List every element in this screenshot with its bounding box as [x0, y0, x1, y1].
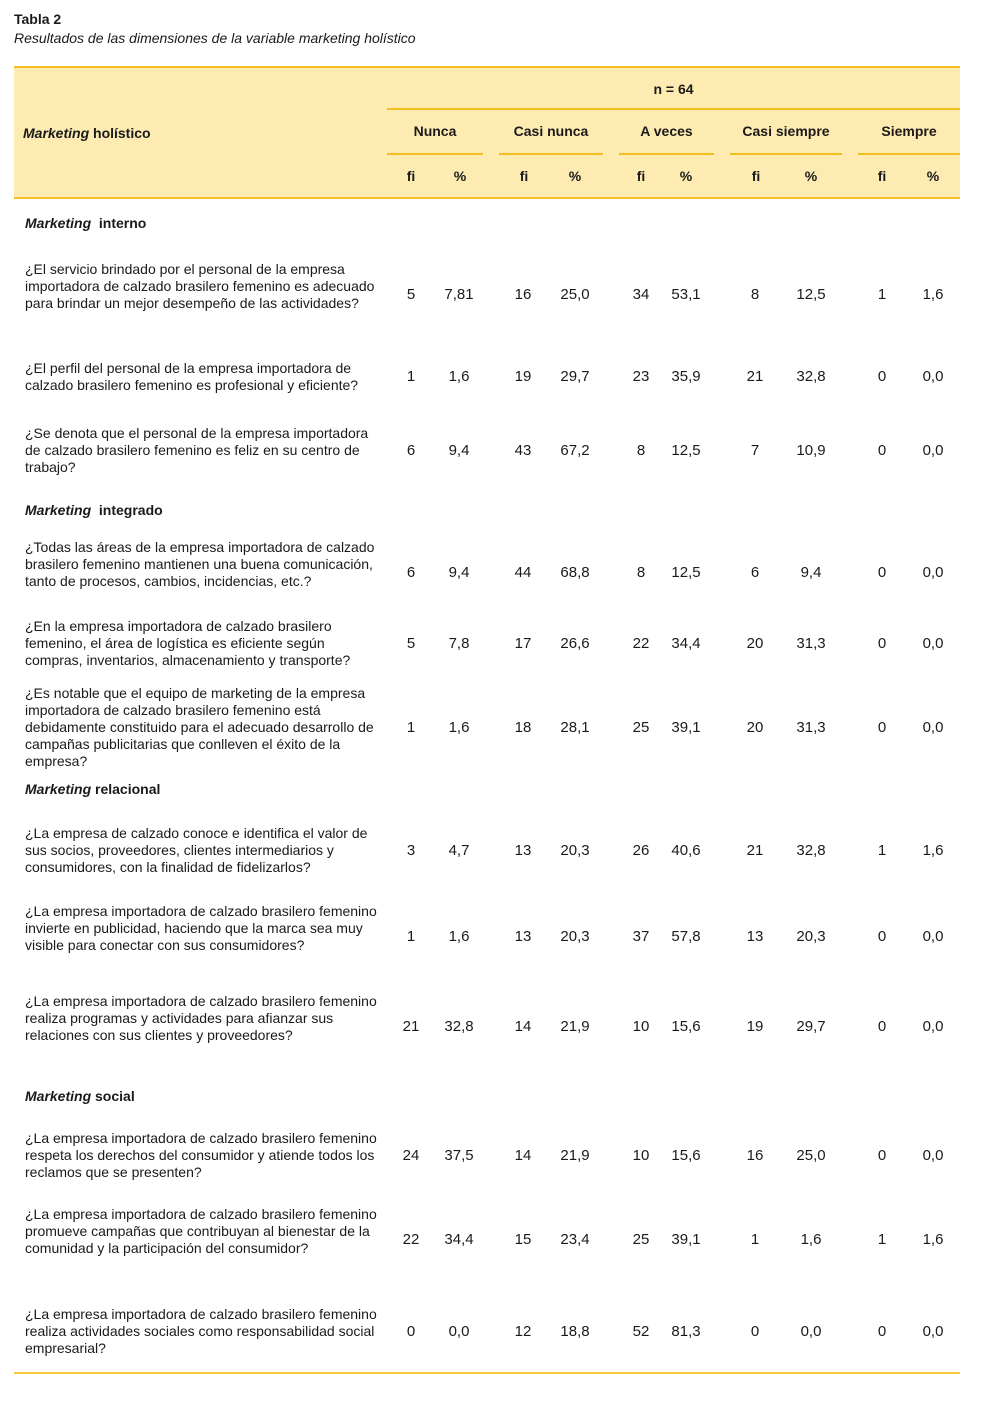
- frequency-cell: 7: [750, 441, 760, 459]
- frequency-cell: 1: [406, 368, 416, 385]
- subheader-pct: %: [453, 168, 467, 184]
- group-underline: [499, 153, 603, 155]
- question-text: ¿Es notable que el equipo de marketing de la empresa importadora de calzado brasilero femenino está debidamente constituido para el adecuado desarrollo de campañas publicitarias que conlleven el éxito de la empresa?: [25, 685, 374, 769]
- frequency-cell: 22: [402, 1231, 420, 1248]
- percent-cell: 18,8: [560, 1322, 590, 1340]
- frequency-cell: 34: [632, 286, 650, 303]
- frequency-cell: 17: [514, 634, 532, 652]
- percent-cell: 68,8: [560, 564, 590, 581]
- percent-cell: 81,3: [671, 1322, 701, 1340]
- frequency-cell: 8: [750, 286, 760, 303]
- frequency-cell: 0: [877, 564, 887, 581]
- question-text: ¿En la empresa importadora de calzado brasilero femenino, el área de logística es eficiente según compras, inventarios, almacenamiento y transporte?: [25, 618, 351, 668]
- frequency-cell: 8: [636, 564, 646, 581]
- percent-cell: 29,7: [560, 368, 590, 385]
- frequency-cell: 24: [402, 1146, 420, 1164]
- percent-cell: 39,1: [671, 1231, 701, 1248]
- frequency-cell: 13: [514, 928, 532, 945]
- frequency-cell: 0: [877, 441, 887, 459]
- percent-cell: 0,0: [922, 928, 944, 945]
- frequency-cell: 0: [877, 634, 887, 652]
- percent-cell: 0,0: [922, 1146, 944, 1164]
- subheader-pct: %: [926, 168, 940, 184]
- question-text: ¿Todas las áreas de la empresa importadora de calzado brasilero femenino mantienen una buena comunicación, tanto de procesos, cambios, incidencias, etc.?: [25, 539, 375, 589]
- percent-cell: 12,5: [796, 286, 826, 303]
- percent-cell: 7,81: [444, 286, 474, 303]
- percent-cell: 57,8: [671, 928, 701, 945]
- section-title-rest: relacional: [91, 781, 161, 797]
- frequency-cell: 14: [514, 1146, 532, 1164]
- percent-cell: 35,9: [671, 368, 701, 385]
- frequency-cell: 1: [750, 1231, 760, 1248]
- percent-cell: 34,4: [671, 634, 701, 652]
- percent-cell: 1,6: [922, 1231, 944, 1248]
- frequency-cell: 18: [514, 718, 532, 736]
- percent-cell: 12,5: [671, 564, 701, 581]
- frequency-cell: 13: [746, 928, 764, 945]
- percent-cell: 32,8: [444, 1018, 474, 1035]
- subheader-fi: fi: [519, 168, 529, 184]
- group-underline: [730, 153, 842, 155]
- frequency-cell: 25: [632, 1231, 650, 1248]
- percent-cell: 0,0: [922, 634, 944, 652]
- frequency-cell: 10: [632, 1146, 650, 1164]
- table-number: Tabla 2: [14, 11, 62, 27]
- group-header-a-veces: A veces: [640, 123, 693, 139]
- frequency-cell: 0: [750, 1322, 760, 1340]
- sample-size-label: n = 64: [653, 81, 694, 97]
- frequency-cell: 1: [406, 718, 416, 736]
- header-title: [23, 125, 151, 141]
- frequency-cell: 6: [750, 564, 760, 581]
- frequency-cell: 1: [877, 286, 887, 303]
- percent-cell: 26,6: [560, 634, 590, 652]
- question-text: ¿La empresa importadora de calzado brasilero femenino realiza programas y actividades para afianzar sus relaciones con sus clientes y proveedores?: [25, 993, 377, 1043]
- subheader-fi: fi: [751, 168, 761, 184]
- percent-cell: 20,3: [560, 841, 590, 859]
- table-title: Resultados de las dimensiones de la variable marketing holístico: [14, 30, 416, 46]
- subheader-fi: fi: [636, 168, 646, 184]
- table-header: [14, 66, 960, 199]
- percent-cell: 0,0: [922, 368, 944, 385]
- percent-cell: 7,8: [448, 634, 470, 652]
- percent-cell: 9,4: [448, 564, 470, 581]
- group-header-casi-nunca: Casi nunca: [513, 123, 589, 139]
- frequency-cell: 26: [632, 841, 650, 859]
- percent-cell: 29,7: [796, 1018, 826, 1035]
- percent-cell: 15,6: [671, 1146, 701, 1164]
- frequency-cell: 6: [406, 564, 416, 581]
- frequency-cell: 22: [632, 634, 650, 652]
- subheader-pct: %: [568, 168, 582, 184]
- percent-cell: 1,6: [800, 1231, 822, 1248]
- frequency-cell: 16: [514, 286, 532, 303]
- group-header-siempre: Siempre: [881, 123, 937, 139]
- frequency-cell: 0: [877, 1018, 887, 1035]
- percent-cell: 0,0: [922, 1322, 944, 1340]
- percent-cell: 4,7: [448, 841, 470, 859]
- frequency-cell: 20: [746, 718, 764, 736]
- frequency-cell: 1: [877, 1231, 887, 1248]
- question-text: ¿La empresa de calzado conoce e identifica el valor de sus socios, proveedores, clientes intermediarios y consumidores, con la finalidad de fidelizarlos?: [25, 825, 368, 875]
- percent-cell: 67,2: [560, 441, 590, 459]
- section-title-rest: social: [91, 1088, 135, 1104]
- frequency-cell: 0: [877, 718, 887, 736]
- percent-cell: 1,6: [922, 286, 944, 303]
- frequency-cell: 0: [877, 1322, 887, 1340]
- percent-cell: 12,5: [671, 441, 701, 459]
- frequency-cell: 6: [406, 441, 416, 459]
- question-text: ¿El perfil del personal de la empresa importadora de calzado brasilero femenino es profesional y eficiente?: [25, 360, 359, 393]
- frequency-cell: 44: [514, 564, 532, 581]
- section-title: [25, 215, 146, 231]
- frequency-cell: 23: [632, 368, 650, 385]
- percent-cell: 0,0: [922, 1018, 944, 1035]
- frequency-cell: 15: [514, 1231, 532, 1248]
- question-text: ¿La empresa importadora de calzado brasilero femenino realiza actividades sociales como responsabilidad social empresarial?: [25, 1306, 377, 1356]
- percent-cell: 21,9: [560, 1146, 590, 1164]
- frequency-cell: 52: [632, 1322, 650, 1340]
- percent-cell: 1,6: [448, 718, 470, 736]
- percent-cell: 10,9: [796, 441, 826, 459]
- frequency-cell: 14: [514, 1018, 532, 1035]
- percent-cell: 37,5: [444, 1146, 474, 1164]
- percent-cell: 28,1: [560, 718, 590, 736]
- frequency-cell: 0: [877, 368, 887, 385]
- subheader-pct: %: [804, 168, 818, 184]
- frequency-cell: 8: [636, 441, 646, 459]
- frequency-cell: 25: [632, 718, 650, 736]
- section-title: [25, 781, 160, 797]
- frequency-cell: 1: [877, 841, 887, 859]
- percent-cell: 34,4: [444, 1231, 474, 1248]
- frequency-cell: 10: [632, 1018, 650, 1035]
- header-divider: [387, 108, 960, 110]
- table-bottom-rule: [14, 1372, 960, 1374]
- percent-cell: 1,6: [922, 841, 944, 859]
- percent-cell: 23,4: [560, 1231, 590, 1248]
- frequency-cell: 16: [746, 1146, 764, 1164]
- percent-cell: 0,0: [922, 441, 944, 459]
- group-header-nunca: Nunca: [413, 123, 457, 139]
- frequency-cell: 5: [406, 286, 416, 303]
- frequency-cell: 21: [746, 841, 764, 859]
- question-text: ¿Se denota que el personal de la empresa importadora de calzado brasilero femenino es feliz en su centro de trabajo?: [25, 425, 369, 475]
- section-title-italic: Marketing: [25, 215, 92, 231]
- question-text: ¿El servicio brindado por el personal de la empresa importadora de calzado brasilero femenino es adecuado para brindar un mejor desempeño de las actividades?: [25, 261, 375, 311]
- section-title-italic: Marketing: [25, 502, 92, 518]
- subheader-pct: %: [679, 168, 693, 184]
- group-underline: [387, 153, 483, 155]
- frequency-cell: 20: [746, 634, 764, 652]
- frequency-cell: 43: [514, 441, 532, 459]
- percent-cell: 15,6: [671, 1018, 701, 1035]
- frequency-cell: 1: [406, 928, 416, 945]
- group-underline: [619, 153, 714, 155]
- section-title-italic: Marketing: [25, 1088, 92, 1104]
- question-text: ¿La empresa importadora de calzado brasilero femenino respeta los derechos del consumidor y atiende todos los reclamos que se presenten?: [25, 1130, 377, 1180]
- percent-cell: 40,6: [671, 841, 701, 859]
- frequency-cell: 19: [746, 1018, 764, 1035]
- group-underline: [858, 153, 960, 155]
- percent-cell: 20,3: [796, 928, 826, 945]
- question-text: ¿La empresa importadora de calzado brasilero femenino promueve campañas que contribuyan al bienestar de la comunidad y la participación del consumidor?: [25, 1206, 377, 1256]
- percent-cell: 0,0: [922, 718, 944, 736]
- percent-cell: 39,1: [671, 718, 701, 736]
- frequency-cell: 3: [406, 841, 416, 859]
- percent-cell: 31,3: [796, 718, 826, 736]
- frequency-cell: 13: [514, 841, 532, 859]
- percent-cell: 32,8: [796, 841, 826, 859]
- frequency-cell: 0: [406, 1322, 416, 1340]
- percent-cell: 20,3: [560, 928, 590, 945]
- percent-cell: 0,0: [922, 564, 944, 581]
- percent-cell: 1,6: [448, 368, 470, 385]
- percent-cell: 0,0: [800, 1322, 822, 1340]
- section-title: [25, 502, 163, 518]
- percent-cell: 31,3: [796, 634, 826, 652]
- frequency-cell: 5: [406, 634, 416, 652]
- section-title-rest: interno: [91, 215, 147, 231]
- frequency-cell: 21: [402, 1018, 420, 1035]
- group-header-casi-siempre: Casi siempre: [742, 123, 830, 139]
- percent-cell: 21,9: [560, 1018, 590, 1035]
- frequency-cell: 37: [632, 928, 650, 945]
- frequency-cell: 21: [746, 368, 764, 385]
- section-title-italic: Marketing: [25, 781, 92, 797]
- section-title: [25, 1088, 135, 1104]
- frequency-cell: 12: [514, 1322, 532, 1340]
- percent-cell: 25,0: [560, 286, 590, 303]
- table-caption: [14, 11, 416, 48]
- percent-cell: 53,1: [671, 286, 701, 303]
- subheader-fi: fi: [877, 168, 887, 184]
- percent-cell: 25,0: [796, 1146, 826, 1164]
- section-title-rest: integrado: [91, 502, 163, 518]
- percent-cell: 0,0: [448, 1322, 470, 1340]
- header-title-rest: holístico: [89, 125, 151, 141]
- percent-cell: 9,4: [800, 564, 822, 581]
- subheader-fi: fi: [406, 168, 416, 184]
- question-text: ¿La empresa importadora de calzado brasilero femenino invierte en publicidad, haciendo que la marca sea muy visible para conectar con sus consumidores?: [25, 903, 377, 953]
- percent-cell: 1,6: [448, 928, 470, 945]
- frequency-cell: 0: [877, 928, 887, 945]
- percent-cell: 9,4: [448, 441, 470, 459]
- percent-cell: 32,8: [796, 368, 826, 385]
- frequency-cell: 19: [514, 368, 532, 385]
- frequency-cell: 0: [877, 1146, 887, 1164]
- header-title-italic: Marketing: [23, 125, 90, 141]
